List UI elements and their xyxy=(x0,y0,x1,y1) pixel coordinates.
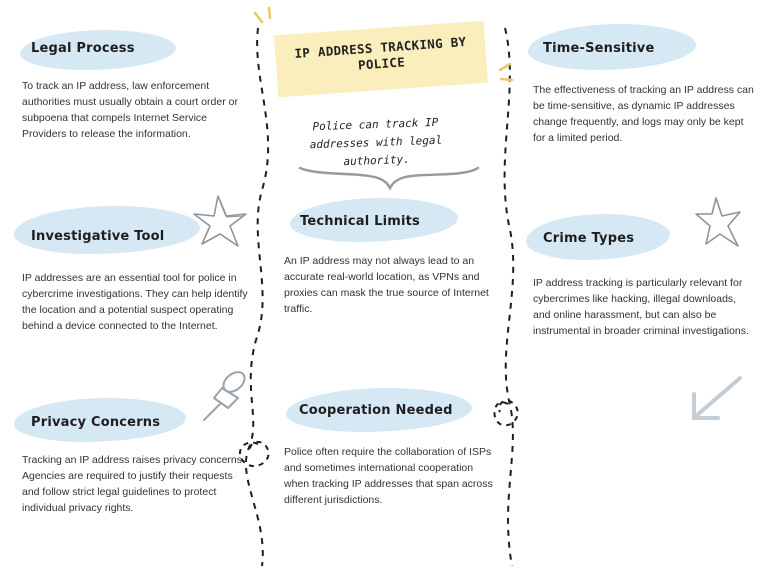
arrow-down-left-icon xyxy=(694,378,740,418)
card-heading: Privacy Concerns xyxy=(31,415,161,430)
card-heading: Investigative Tool xyxy=(31,229,165,244)
card-body: IP address tracking is particularly relevant for cybercrimes like hacking, illegal downloads, and online harassment, but can also be instrumental in broader criminal investigations. xyxy=(533,277,749,337)
card-body: An IP address may not always lead to an accurate real-world location, as VPNs and proxies can mask the true source of Internet traffic. xyxy=(284,255,489,315)
card-heading: Cooperation Needed xyxy=(299,403,453,418)
right-dashed-loop xyxy=(494,401,517,426)
card-body: IP addresses are an essential tool for police in cybercrime investigations. They can help identify the location and a potential suspect operating behind a device connected to the Internet. xyxy=(22,272,248,332)
pushpin-icon xyxy=(204,368,248,420)
sparkle-doodle-icon xyxy=(696,198,740,246)
star-doodle-icon xyxy=(194,196,246,246)
right-dashed-line xyxy=(505,28,514,566)
card-body: The effectiveness of tracking an IP address can be time-sensitive, as dynamic IP addresses change frequently, and logs may only be kept for a limited period. xyxy=(533,84,754,144)
card-body: Police often require the collaboration of ISPs and sometimes international cooperation when tracking IP addresses that span across different jurisdictions. xyxy=(284,446,493,506)
page-title: IP ADDRESS TRACKING BY POLICE xyxy=(293,34,467,73)
card-heading: Legal Process xyxy=(31,41,135,56)
card-heading: Technical Limits xyxy=(300,214,420,229)
card-body: To track an IP address, law enforcement authorities must usually obtain a court order or subpoena that compels Internet Service Providers to release the information. xyxy=(22,80,238,140)
card-heading: Time-Sensitive xyxy=(543,41,655,56)
card-heading: Crime Types xyxy=(543,231,635,246)
page-subtitle: Police can track IP addresses with legal authority. xyxy=(309,115,443,169)
card-body: Tracking an IP address raises privacy concerns. Agencies are required to justify their requests and follow strict legal guidelines to protect individual privacy rights. xyxy=(22,454,245,514)
